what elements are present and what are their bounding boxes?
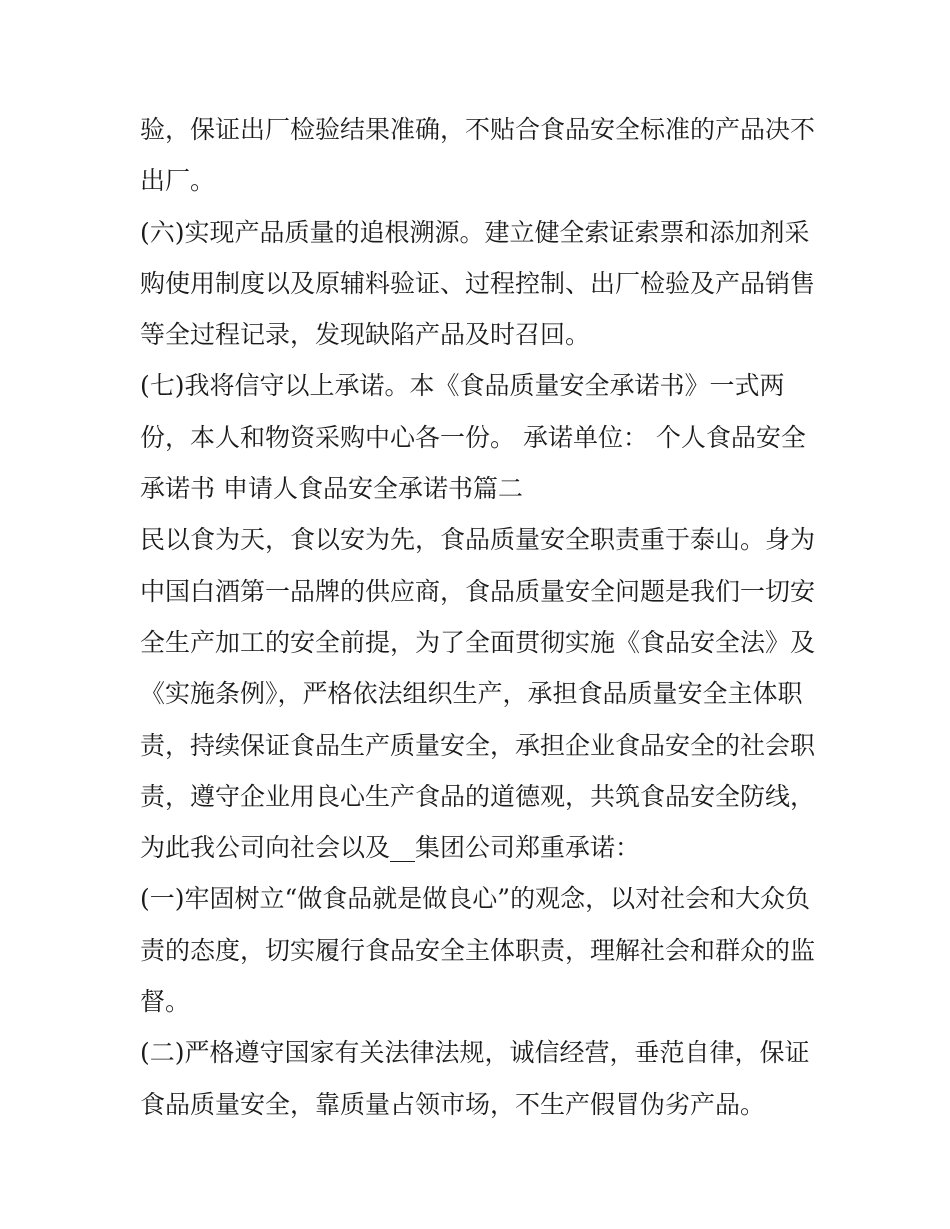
text-line: 中国白酒第一品牌的供应商，食品质量安全问题是我们一切安 (140, 576, 816, 606)
text-line: 购使用制度以及原辅料验证、过程控制、出厂检验及产品销售 (140, 268, 816, 298)
text-line: 责的态度，切实履行食品安全主体职责，理解社会和群众的监 (140, 935, 816, 965)
text-line: 份，本人和物资采购中心各一份。 承诺单位： 个人食品安全 (140, 422, 806, 452)
text-line: (七)我将信守以上承诺。本《食品质量安全承诺书》一式两 (140, 371, 785, 401)
text-line: 督。 (140, 987, 191, 1017)
text-line: 《实施条例》，严格依法组织生产，承担食品质量安全主体职 (140, 679, 803, 709)
text-line: 责，遵守企业用良心生产食品的道德观，共筑食品安全防线， (140, 781, 816, 811)
text-line: 食品质量安全，靠质量占领市场，不生产假冒伪劣产品。 (140, 1089, 766, 1119)
text-line: 验，保证出厂检验结果准确，不贴合食品安全标准的产品决不 (140, 115, 816, 144)
text-line: (二)严格遵守国家有关法律法规，诚信经营，垂范自律，保证 (140, 1038, 810, 1068)
section-heading: 承诺书 申请人食品安全承诺书篇二 (140, 474, 523, 504)
text-line: 责，持续保证食品生产质量安全，承担企业食品安全的社会职 (140, 730, 816, 760)
text-line: 全生产加工的安全前提，为了全面贯彻实施《食品安全法》及 (140, 627, 816, 657)
text-line: (六)实现产品质量的追根溯源。建立健全索证索票和添加剂采 (140, 217, 810, 247)
text-line: 等全过程记录，发现缺陷产品及时召回。 (140, 320, 591, 350)
text-line: 出厂。 (140, 166, 216, 196)
document-body (140, 104, 820, 1130)
text-line: (一)牢固树立“做食品就是做良心”的观念，以对社会和大众负 (140, 884, 811, 914)
text-line: 为此我公司向社会以及__集团公司郑重承诺： (140, 833, 641, 863)
text-line: 民以食为天，食以安为先，食品质量安全职责重于泰山。身为 (140, 525, 816, 555)
